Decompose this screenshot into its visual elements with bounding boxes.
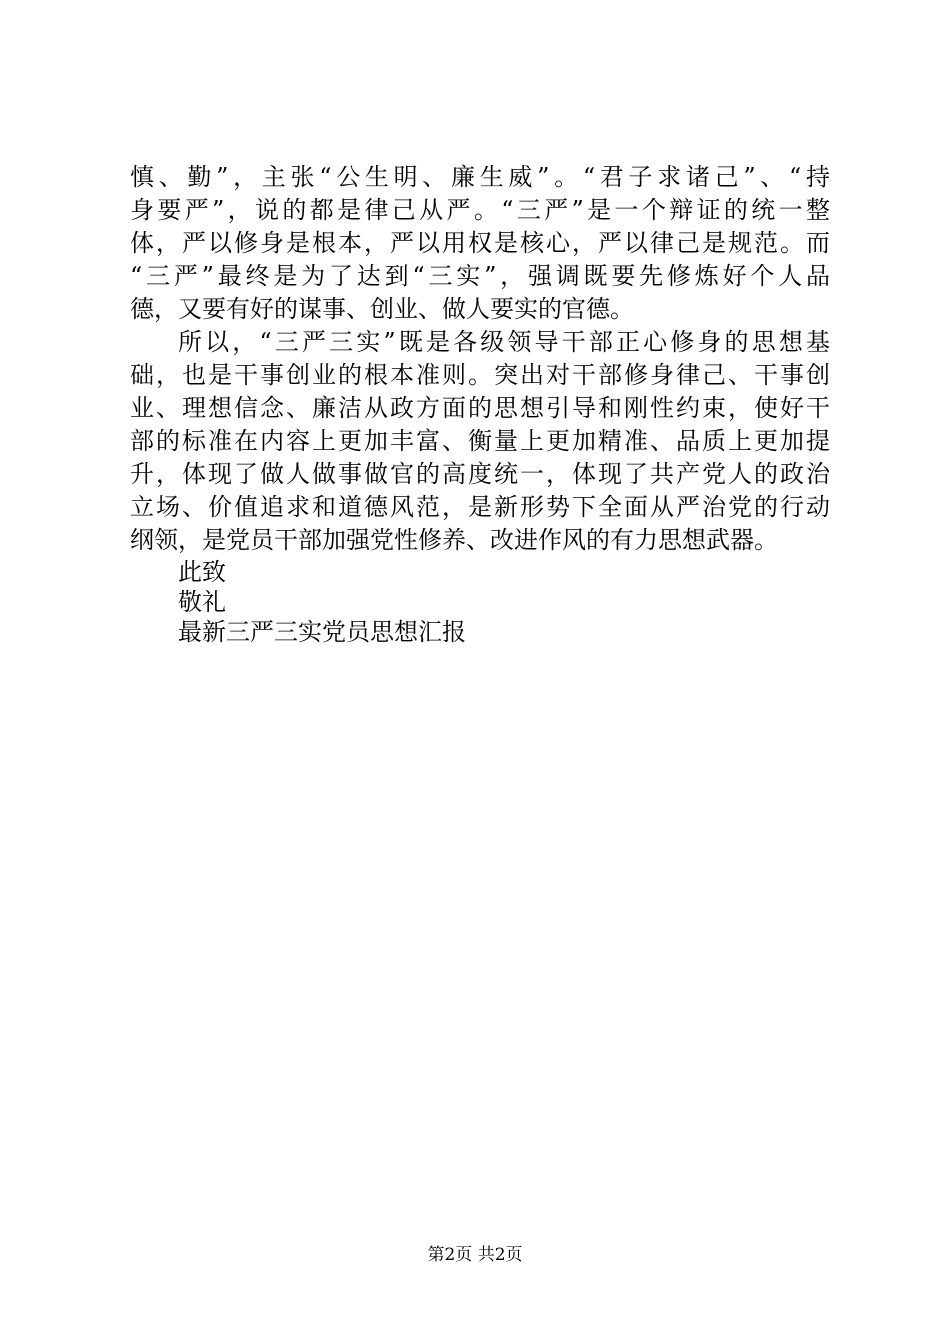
closing-regards: 敬礼 bbox=[178, 588, 226, 616]
paragraph-2-first-line: 所以，“三严三实”既是各级领导干部正心修身的思想基 bbox=[178, 328, 830, 356]
body-line-12: 纲领，是党员干部加强党性修养、改进作风的有力思想武器。 bbox=[130, 526, 778, 554]
body-line-4: “三严”最终是为了达到“三实”，强调既要先修炼好个人品 bbox=[130, 262, 830, 290]
body-line-5: 德，又要有好的谋事、创业、做人要实的官德。 bbox=[130, 295, 634, 323]
body-line-2: 身要严”，说的都是律己从严。“三严”是一个辩证的统一整 bbox=[130, 196, 830, 224]
body-line-1: 慎、勤”，主张“公生明、廉生威”。“君子求诸己”、“持 bbox=[130, 163, 830, 191]
body-line-7: 础，也是干事创业的根本准则。突出对干部修身律己、干事创 bbox=[130, 361, 830, 389]
closing-salutation: 此致 bbox=[178, 558, 226, 586]
body-line-9: 部的标准在内容上更加丰富、衡量上更加精准、品质上更加提 bbox=[130, 427, 830, 455]
body-line-10: 升，体现了做人做事做官的高度统一，体现了共产党人的政治 bbox=[130, 460, 830, 488]
body-line-3: 体，严以修身是根本，严以用权是核心，严以律己是规范。而 bbox=[130, 229, 830, 257]
body-line-11: 立场、价值追求和道德风范，是新形势下全面从严治党的行动 bbox=[130, 493, 830, 521]
body-line-8: 业、理想信念、廉洁从政方面的思想引导和刚性约束，使好干 bbox=[130, 394, 830, 422]
document-title-footer-line: 最新三严三实党员思想汇报 bbox=[178, 618, 466, 646]
page-number-footer: 第2页 共2页 bbox=[427, 1245, 523, 1265]
